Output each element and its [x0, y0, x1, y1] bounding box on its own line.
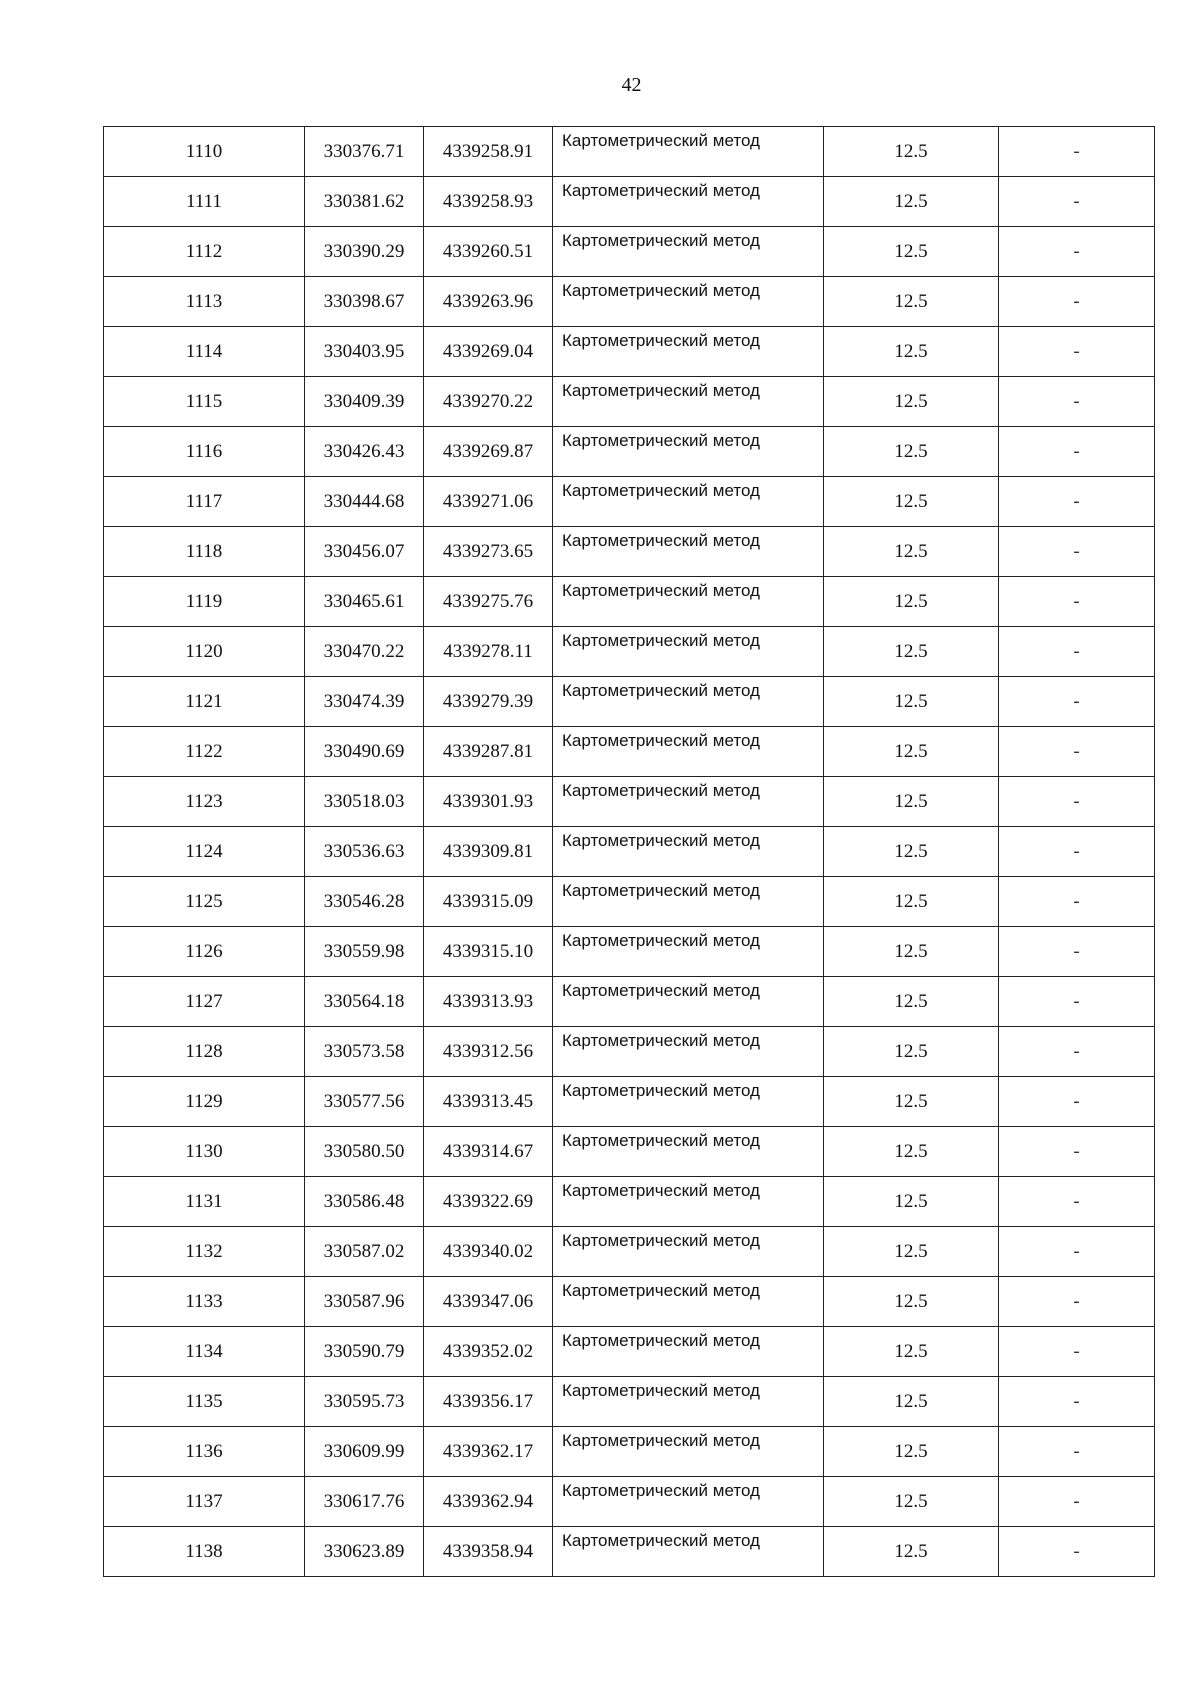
note-cell: - [999, 1077, 1155, 1127]
table-row [104, 1077, 1155, 1127]
precision-cell: 12.5 [824, 1227, 999, 1277]
x-coordinate-cell: 330403.95 [305, 327, 424, 377]
x-coordinate-cell: 330470.22 [305, 627, 424, 677]
note-cell: - [999, 1177, 1155, 1227]
precision-cell: 12.5 [824, 1177, 999, 1227]
precision-cell: 12.5 [824, 1477, 999, 1527]
table-row [104, 927, 1155, 977]
table-row [104, 177, 1155, 227]
y-coordinate-cell: 4339260.51 [424, 227, 553, 277]
point-number-cell: 1127 [104, 977, 305, 1027]
method-cell: Картометрический метод [553, 1527, 824, 1577]
note-cell: - [999, 1227, 1155, 1277]
point-number-cell: 1110 [104, 127, 305, 177]
point-number-cell: 1112 [104, 227, 305, 277]
point-number-cell: 1135 [104, 1377, 305, 1427]
precision-cell: 12.5 [824, 477, 999, 527]
x-coordinate-cell: 330390.29 [305, 227, 424, 277]
note-cell: - [999, 1427, 1155, 1477]
precision-cell: 12.5 [824, 527, 999, 577]
table-row [104, 1277, 1155, 1327]
method-cell: Картометрический метод [553, 1377, 824, 1427]
y-coordinate-cell: 4339313.93 [424, 977, 553, 1027]
coordinates-table [103, 126, 1155, 1577]
y-coordinate-cell: 4339356.17 [424, 1377, 553, 1427]
method-cell: Картометрический метод [553, 927, 824, 977]
table-row [104, 577, 1155, 627]
point-number-cell: 1125 [104, 877, 305, 927]
x-coordinate-cell: 330398.67 [305, 277, 424, 327]
note-cell: - [999, 777, 1155, 827]
precision-cell: 12.5 [824, 1427, 999, 1477]
x-coordinate-cell: 330409.39 [305, 377, 424, 427]
point-number-cell: 1133 [104, 1277, 305, 1327]
y-coordinate-cell: 4339358.94 [424, 1527, 553, 1577]
coordinates-table-body [104, 127, 1155, 1577]
x-coordinate-cell: 330623.89 [305, 1527, 424, 1577]
table-row [104, 1227, 1155, 1277]
x-coordinate-cell: 330580.50 [305, 1127, 424, 1177]
point-number-cell: 1136 [104, 1427, 305, 1477]
point-number-cell: 1120 [104, 627, 305, 677]
y-coordinate-cell: 4339270.22 [424, 377, 553, 427]
method-cell: Картометрический метод [553, 427, 824, 477]
note-cell: - [999, 327, 1155, 377]
method-cell: Картометрический метод [553, 1477, 824, 1527]
precision-cell: 12.5 [824, 177, 999, 227]
x-coordinate-cell: 330609.99 [305, 1427, 424, 1477]
point-number-cell: 1121 [104, 677, 305, 727]
table-row [104, 327, 1155, 377]
table-row [104, 1427, 1155, 1477]
y-coordinate-cell: 4339322.69 [424, 1177, 553, 1227]
x-coordinate-cell: 330546.28 [305, 877, 424, 927]
y-coordinate-cell: 4339362.17 [424, 1427, 553, 1477]
x-coordinate-cell: 330444.68 [305, 477, 424, 527]
table-row [104, 1477, 1155, 1527]
table-row [104, 1177, 1155, 1227]
x-coordinate-cell: 330590.79 [305, 1327, 424, 1377]
note-cell: - [999, 827, 1155, 877]
note-cell: - [999, 127, 1155, 177]
y-coordinate-cell: 4339312.56 [424, 1027, 553, 1077]
y-coordinate-cell: 4339340.02 [424, 1227, 553, 1277]
point-number-cell: 1115 [104, 377, 305, 427]
y-coordinate-cell: 4339275.76 [424, 577, 553, 627]
table-row [104, 527, 1155, 577]
y-coordinate-cell: 4339301.93 [424, 777, 553, 827]
method-cell: Картометрический метод [553, 1277, 824, 1327]
point-number-cell: 1126 [104, 927, 305, 977]
note-cell: - [999, 1377, 1155, 1427]
note-cell: - [999, 577, 1155, 627]
x-coordinate-cell: 330474.39 [305, 677, 424, 727]
method-cell: Картометрический метод [553, 677, 824, 727]
method-cell: Картометрический метод [553, 827, 824, 877]
x-coordinate-cell: 330381.62 [305, 177, 424, 227]
point-number-cell: 1131 [104, 1177, 305, 1227]
table-row [104, 677, 1155, 727]
note-cell: - [999, 627, 1155, 677]
method-cell: Картометрический метод [553, 1227, 824, 1277]
note-cell: - [999, 677, 1155, 727]
method-cell: Картометрический метод [553, 1427, 824, 1477]
y-coordinate-cell: 4339347.06 [424, 1277, 553, 1327]
method-cell: Картометрический метод [553, 377, 824, 427]
point-number-cell: 1137 [104, 1477, 305, 1527]
x-coordinate-cell: 330577.56 [305, 1077, 424, 1127]
point-number-cell: 1113 [104, 277, 305, 327]
point-number-cell: 1132 [104, 1227, 305, 1277]
note-cell: - [999, 727, 1155, 777]
method-cell: Картометрический метод [553, 777, 824, 827]
x-coordinate-cell: 330587.96 [305, 1277, 424, 1327]
precision-cell: 12.5 [824, 877, 999, 927]
point-number-cell: 1118 [104, 527, 305, 577]
x-coordinate-cell: 330376.71 [305, 127, 424, 177]
precision-cell: 12.5 [824, 777, 999, 827]
method-cell: Картометрический метод [553, 627, 824, 677]
precision-cell: 12.5 [824, 1027, 999, 1077]
point-number-cell: 1123 [104, 777, 305, 827]
note-cell: - [999, 527, 1155, 577]
point-number-cell: 1117 [104, 477, 305, 527]
y-coordinate-cell: 4339269.04 [424, 327, 553, 377]
note-cell: - [999, 427, 1155, 477]
method-cell: Картометрический метод [553, 1027, 824, 1077]
table-row [104, 827, 1155, 877]
table-row [104, 427, 1155, 477]
table-row [104, 877, 1155, 927]
point-number-cell: 1124 [104, 827, 305, 877]
precision-cell: 12.5 [824, 327, 999, 377]
point-number-cell: 1134 [104, 1327, 305, 1377]
point-number-cell: 1116 [104, 427, 305, 477]
y-coordinate-cell: 4339362.94 [424, 1477, 553, 1527]
x-coordinate-cell: 330586.48 [305, 1177, 424, 1227]
x-coordinate-cell: 330595.73 [305, 1377, 424, 1427]
x-coordinate-cell: 330518.03 [305, 777, 424, 827]
point-number-cell: 1122 [104, 727, 305, 777]
point-number-cell: 1138 [104, 1527, 305, 1577]
y-coordinate-cell: 4339315.10 [424, 927, 553, 977]
table-row [104, 1377, 1155, 1427]
x-coordinate-cell: 330564.18 [305, 977, 424, 1027]
table-row [104, 1327, 1155, 1377]
precision-cell: 12.5 [824, 427, 999, 477]
method-cell: Картометрический метод [553, 277, 824, 327]
method-cell: Картометрический метод [553, 1077, 824, 1127]
y-coordinate-cell: 4339273.65 [424, 527, 553, 577]
y-coordinate-cell: 4339279.39 [424, 677, 553, 727]
table-row [104, 1027, 1155, 1077]
method-cell: Картометрический метод [553, 577, 824, 627]
point-number-cell: 1119 [104, 577, 305, 627]
y-coordinate-cell: 4339314.67 [424, 1127, 553, 1177]
note-cell: - [999, 1277, 1155, 1327]
precision-cell: 12.5 [824, 627, 999, 677]
method-cell: Картометрический метод [553, 877, 824, 927]
precision-cell: 12.5 [824, 1527, 999, 1577]
y-coordinate-cell: 4339271.06 [424, 477, 553, 527]
table-row [104, 727, 1155, 777]
table-row [104, 277, 1155, 327]
table-row [104, 777, 1155, 827]
note-cell: - [999, 1027, 1155, 1077]
precision-cell: 12.5 [824, 677, 999, 727]
x-coordinate-cell: 330587.02 [305, 1227, 424, 1277]
table-row [104, 1127, 1155, 1177]
note-cell: - [999, 377, 1155, 427]
method-cell: Картометрический метод [553, 1177, 824, 1227]
table-row [104, 127, 1155, 177]
precision-cell: 12.5 [824, 1127, 999, 1177]
precision-cell: 12.5 [824, 977, 999, 1027]
method-cell: Картометрический метод [553, 227, 824, 277]
y-coordinate-cell: 4339315.09 [424, 877, 553, 927]
x-coordinate-cell: 330490.69 [305, 727, 424, 777]
method-cell: Картометрический метод [553, 1327, 824, 1377]
table-row [104, 1527, 1155, 1577]
method-cell: Картометрический метод [553, 477, 824, 527]
x-coordinate-cell: 330617.76 [305, 1477, 424, 1527]
y-coordinate-cell: 4339258.91 [424, 127, 553, 177]
y-coordinate-cell: 4339258.93 [424, 177, 553, 227]
precision-cell: 12.5 [824, 1327, 999, 1377]
note-cell: - [999, 477, 1155, 527]
note-cell: - [999, 227, 1155, 277]
precision-cell: 12.5 [824, 827, 999, 877]
precision-cell: 12.5 [824, 1277, 999, 1327]
y-coordinate-cell: 4339313.45 [424, 1077, 553, 1127]
point-number-cell: 1129 [104, 1077, 305, 1127]
table-row [104, 977, 1155, 1027]
note-cell: - [999, 977, 1155, 1027]
method-cell: Картометрический метод [553, 177, 824, 227]
precision-cell: 12.5 [824, 1077, 999, 1127]
table-row [104, 377, 1155, 427]
table-row [104, 227, 1155, 277]
x-coordinate-cell: 330559.98 [305, 927, 424, 977]
precision-cell: 12.5 [824, 377, 999, 427]
note-cell: - [999, 1477, 1155, 1527]
note-cell: - [999, 927, 1155, 977]
point-number-cell: 1130 [104, 1127, 305, 1177]
note-cell: - [999, 1527, 1155, 1577]
table-row [104, 627, 1155, 677]
note-cell: - [999, 1327, 1155, 1377]
precision-cell: 12.5 [824, 127, 999, 177]
method-cell: Картометрический метод [553, 327, 824, 377]
precision-cell: 12.5 [824, 927, 999, 977]
point-number-cell: 1128 [104, 1027, 305, 1077]
y-coordinate-cell: 4339352.02 [424, 1327, 553, 1377]
x-coordinate-cell: 330573.58 [305, 1027, 424, 1077]
point-number-cell: 1114 [104, 327, 305, 377]
y-coordinate-cell: 4339263.96 [424, 277, 553, 327]
x-coordinate-cell: 330456.07 [305, 527, 424, 577]
method-cell: Картометрический метод [553, 527, 824, 577]
x-coordinate-cell: 330465.61 [305, 577, 424, 627]
y-coordinate-cell: 4339287.81 [424, 727, 553, 777]
table-row [104, 477, 1155, 527]
precision-cell: 12.5 [824, 1377, 999, 1427]
x-coordinate-cell: 330426.43 [305, 427, 424, 477]
note-cell: - [999, 877, 1155, 927]
precision-cell: 12.5 [824, 727, 999, 777]
note-cell: - [999, 277, 1155, 327]
note-cell: - [999, 177, 1155, 227]
y-coordinate-cell: 4339278.11 [424, 627, 553, 677]
precision-cell: 12.5 [824, 277, 999, 327]
y-coordinate-cell: 4339269.87 [424, 427, 553, 477]
note-cell: - [999, 1127, 1155, 1177]
method-cell: Картометрический метод [553, 127, 824, 177]
x-coordinate-cell: 330536.63 [305, 827, 424, 877]
precision-cell: 12.5 [824, 577, 999, 627]
y-coordinate-cell: 4339309.81 [424, 827, 553, 877]
method-cell: Картометрический метод [553, 977, 824, 1027]
point-number-cell: 1111 [104, 177, 305, 227]
method-cell: Картометрический метод [553, 1127, 824, 1177]
page-number: 42 [621, 74, 642, 96]
method-cell: Картометрический метод [553, 727, 824, 777]
precision-cell: 12.5 [824, 227, 999, 277]
